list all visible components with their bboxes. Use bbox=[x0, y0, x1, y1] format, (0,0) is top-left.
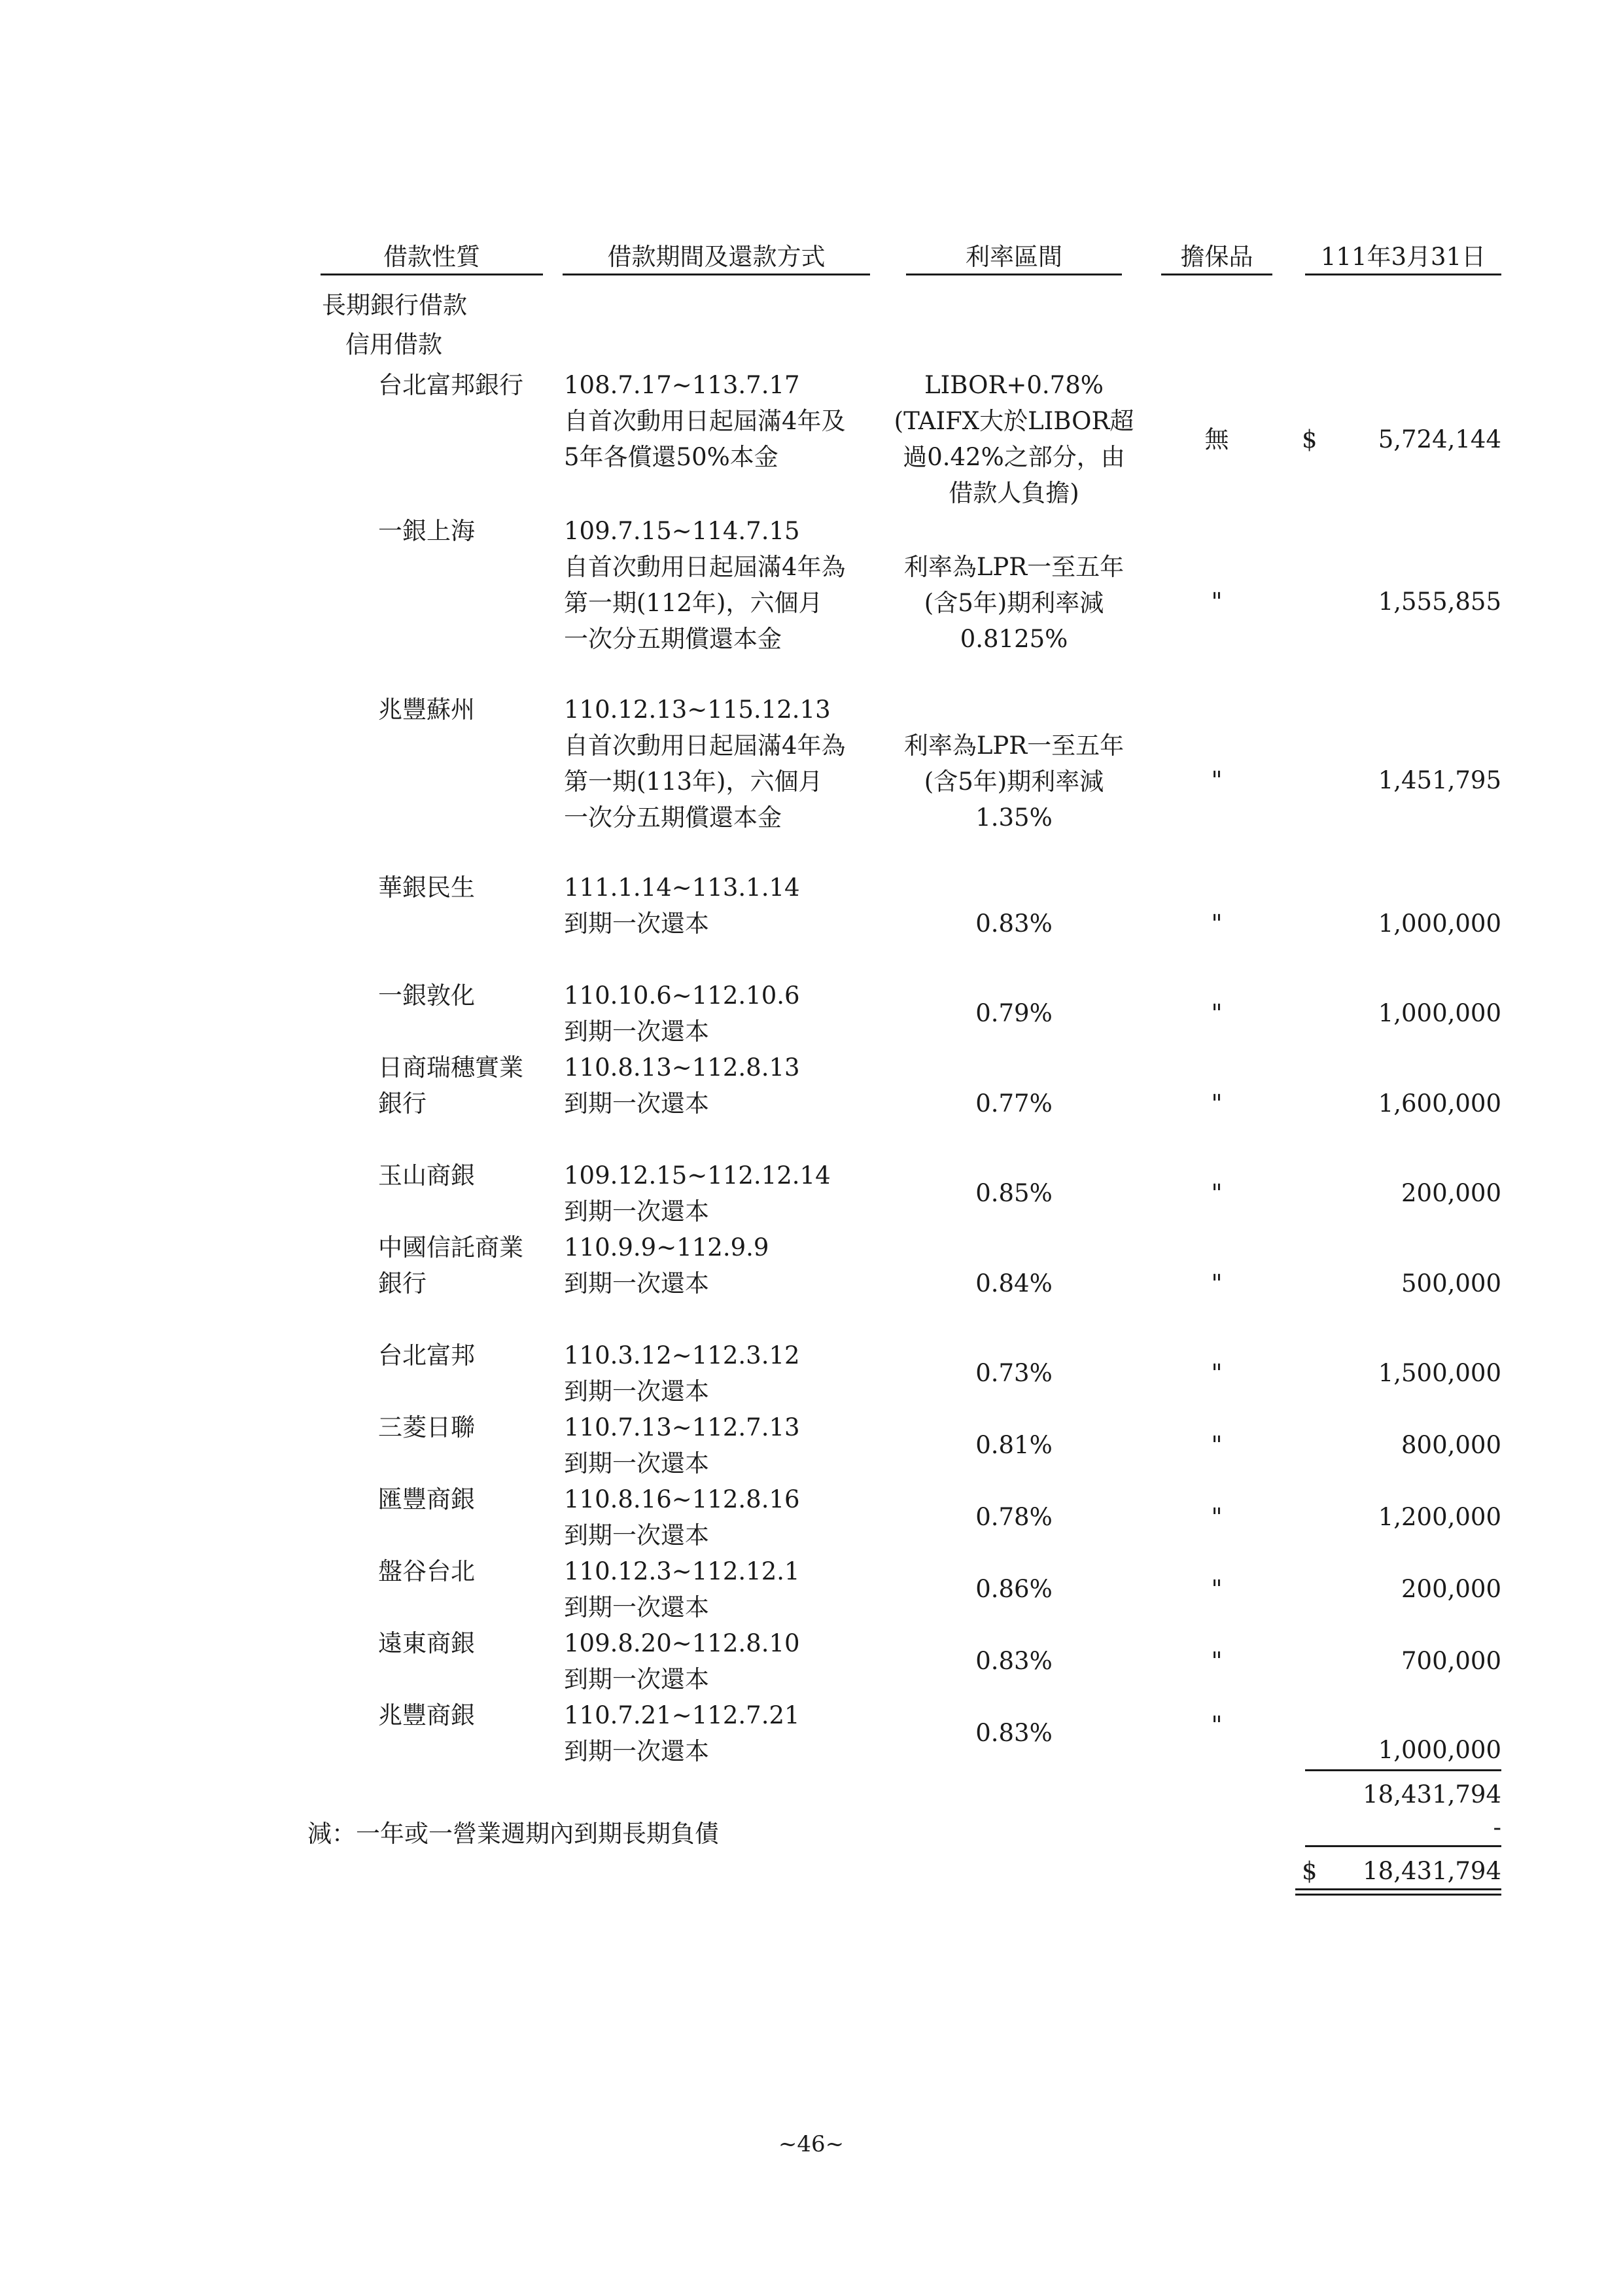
bank-name: 台北富邦銀行 bbox=[378, 371, 523, 399]
repayment-terms: 到期一次還本 bbox=[564, 1665, 709, 1693]
bank-name: 兆豐商銀 bbox=[378, 1701, 475, 1729]
currency-symbol: $ bbox=[1302, 425, 1318, 453]
collateral-value: " bbox=[1211, 1179, 1223, 1207]
collateral-value: " bbox=[1211, 1503, 1223, 1531]
interest-rate: 0.77% bbox=[975, 1089, 1053, 1118]
interest-rate: 1.35% bbox=[975, 804, 1053, 832]
amount-value: 1,500,000 bbox=[1378, 1359, 1501, 1387]
section-title: 長期銀行借款 bbox=[322, 291, 467, 319]
collateral-value: " bbox=[1211, 1711, 1223, 1739]
header-date: 111年3月31日 bbox=[1305, 241, 1501, 275]
collateral-value: " bbox=[1211, 999, 1223, 1027]
header-collateral: 擔保品 bbox=[1161, 241, 1272, 275]
subsection-title: 信用借款 bbox=[345, 330, 442, 359]
repayment-terms: 到期一次還本 bbox=[564, 1737, 709, 1765]
interest-rate: 0.83% bbox=[975, 1647, 1053, 1675]
loan-period: 110.8.16~112.8.16 bbox=[564, 1485, 800, 1513]
interest-rate: 0.83% bbox=[975, 1719, 1053, 1747]
total-double-rule-top bbox=[1295, 1888, 1501, 1890]
bank-name: 玉山商銀 bbox=[378, 1161, 475, 1190]
total-double-rule-bottom bbox=[1295, 1894, 1501, 1896]
total-amount: 18,431,794 bbox=[1363, 1857, 1501, 1885]
repayment-terms: 到期一次還本 bbox=[564, 1089, 709, 1118]
bank-name-continued: 銀行 bbox=[378, 1089, 427, 1118]
interest-rate: 0.78% bbox=[975, 1503, 1053, 1531]
loan-period: 110.3.12~112.3.12 bbox=[564, 1341, 800, 1369]
less-rule bbox=[1305, 1845, 1501, 1847]
loan-period: 109.7.15~114.7.15 bbox=[564, 517, 800, 545]
bank-name: 三菱日聯 bbox=[378, 1413, 475, 1441]
loan-period: 111.1.14~113.1.14 bbox=[564, 874, 800, 902]
loan-period: 110.7.13~112.7.13 bbox=[564, 1413, 800, 1441]
amount-value: 700,000 bbox=[1401, 1647, 1501, 1675]
bank-name: 遠東商銀 bbox=[378, 1629, 475, 1657]
amount-value: 1,555,855 bbox=[1378, 588, 1501, 616]
repayment-terms: 到期一次還本 bbox=[564, 1593, 709, 1621]
interest-rate: 0.85% bbox=[975, 1179, 1053, 1207]
amount-value: 500,000 bbox=[1401, 1269, 1501, 1298]
header-period: 借款期間及還款方式 bbox=[563, 241, 870, 275]
amount-value: 1,000,000 bbox=[1378, 999, 1501, 1027]
bank-name: 兆豐蘇州 bbox=[378, 696, 475, 724]
repayment-terms: 第一期(112年)，六個月 bbox=[564, 589, 823, 617]
bank-name: 中國信託商業 bbox=[378, 1233, 523, 1262]
repayment-terms: 自首次動用日起屆滿4年及 bbox=[564, 407, 846, 435]
amount-value: 200,000 bbox=[1401, 1179, 1501, 1207]
interest-rate: 利率為LPR一至五年 bbox=[903, 732, 1125, 760]
amount-value: 5,724,144 bbox=[1378, 425, 1501, 453]
repayment-terms: 第一期(113年)，六個月 bbox=[564, 768, 823, 796]
bank-name: 一銀上海 bbox=[378, 517, 475, 545]
loan-period: 108.7.17~113.7.17 bbox=[564, 371, 800, 399]
interest-rate: 0.8125% bbox=[960, 625, 1068, 653]
collateral-value: " bbox=[1211, 1575, 1223, 1603]
collateral-value: 無 bbox=[1204, 425, 1229, 453]
collateral-value: " bbox=[1211, 1431, 1223, 1459]
repayment-terms: 自首次動用日起屆滿4年為 bbox=[564, 553, 846, 581]
collateral-value: " bbox=[1211, 1647, 1223, 1675]
amount-value: 1,600,000 bbox=[1378, 1089, 1501, 1118]
bank-name: 匯豐商銀 bbox=[378, 1485, 475, 1513]
repayment-terms: 自首次動用日起屆滿4年為 bbox=[564, 732, 846, 760]
amount-value: 200,000 bbox=[1401, 1575, 1501, 1603]
collateral-value: " bbox=[1211, 588, 1223, 616]
repayment-terms: 一次分五期償還本金 bbox=[564, 625, 782, 653]
interest-rate: 過0.42%之部分，由 bbox=[903, 443, 1125, 471]
current-portion-label: 減：一年或一營業週期內到期長期負債 bbox=[307, 1820, 719, 1848]
page-number: ~46~ bbox=[778, 2131, 845, 2157]
total-currency-symbol: $ bbox=[1302, 1857, 1318, 1885]
interest-rate: LIBOR+0.78% bbox=[924, 371, 1104, 399]
interest-rate: 0.81% bbox=[975, 1431, 1053, 1459]
interest-rate: 0.79% bbox=[975, 999, 1053, 1027]
header-rate: 利率區間 bbox=[906, 241, 1122, 275]
bank-name: 日商瑞穗實業 bbox=[378, 1053, 523, 1082]
subtotal-amount: 18,431,794 bbox=[1363, 1780, 1501, 1809]
collateral-value: " bbox=[1211, 1269, 1223, 1298]
loan-period: 109.12.15~112.12.14 bbox=[564, 1161, 831, 1190]
subtotal-rule bbox=[1305, 1769, 1501, 1771]
repayment-terms: 到期一次還本 bbox=[564, 1017, 709, 1046]
bank-name: 台北富邦 bbox=[378, 1341, 475, 1369]
interest-rate: 0.84% bbox=[975, 1269, 1053, 1298]
collateral-value: " bbox=[1211, 1359, 1223, 1387]
amount-value: 1,000,000 bbox=[1378, 910, 1501, 938]
amount-value: 1,451,795 bbox=[1378, 766, 1501, 794]
loan-period: 110.9.9~112.9.9 bbox=[564, 1233, 769, 1262]
collateral-value: " bbox=[1211, 1089, 1223, 1118]
interest-rate: 0.83% bbox=[975, 910, 1053, 938]
bank-name: 盤谷台北 bbox=[378, 1557, 475, 1585]
loan-period: 110.12.3~112.12.1 bbox=[564, 1557, 800, 1585]
bank-name: 華銀民生 bbox=[378, 874, 475, 902]
loan-period: 110.8.13~112.8.13 bbox=[564, 1053, 800, 1082]
loan-period: 109.8.20~112.8.10 bbox=[564, 1629, 800, 1657]
current-portion-amount: - bbox=[1493, 1813, 1501, 1841]
interest-rate: 借款人負擔) bbox=[949, 479, 1079, 507]
interest-rate: 0.86% bbox=[975, 1575, 1053, 1603]
loan-period: 110.7.21~112.7.21 bbox=[564, 1701, 800, 1729]
repayment-terms: 到期一次還本 bbox=[564, 1377, 709, 1405]
repayment-terms: 到期一次還本 bbox=[564, 910, 709, 938]
repayment-terms: 到期一次還本 bbox=[564, 1521, 709, 1549]
interest-rate: 利率為LPR一至五年 bbox=[903, 553, 1125, 581]
loan-period: 110.10.6~112.10.6 bbox=[564, 981, 800, 1010]
repayment-terms: 到期一次還本 bbox=[564, 1197, 709, 1226]
amount-value: 1,200,000 bbox=[1378, 1503, 1501, 1531]
repayment-terms: 5年各償還50%本金 bbox=[564, 443, 778, 471]
collateral-value: " bbox=[1211, 766, 1223, 794]
repayment-terms: 一次分五期償還本金 bbox=[564, 804, 782, 832]
collateral-value: " bbox=[1211, 910, 1223, 938]
interest-rate: (含5年)期利率減 bbox=[924, 589, 1104, 617]
interest-rate: (TAIFX大於LIBOR超 bbox=[894, 407, 1134, 435]
amount-value: 800,000 bbox=[1401, 1431, 1501, 1459]
repayment-terms: 到期一次還本 bbox=[564, 1269, 709, 1298]
loan-period: 110.12.13~115.12.13 bbox=[564, 696, 831, 724]
bank-name: 一銀敦化 bbox=[378, 981, 475, 1010]
interest-rate: (含5年)期利率減 bbox=[924, 768, 1104, 796]
header-nature: 借款性質 bbox=[321, 241, 543, 275]
bank-name-continued: 銀行 bbox=[378, 1269, 427, 1298]
repayment-terms: 到期一次還本 bbox=[564, 1449, 709, 1477]
amount-value: 1,000,000 bbox=[1378, 1736, 1501, 1764]
interest-rate: 0.73% bbox=[975, 1359, 1053, 1387]
